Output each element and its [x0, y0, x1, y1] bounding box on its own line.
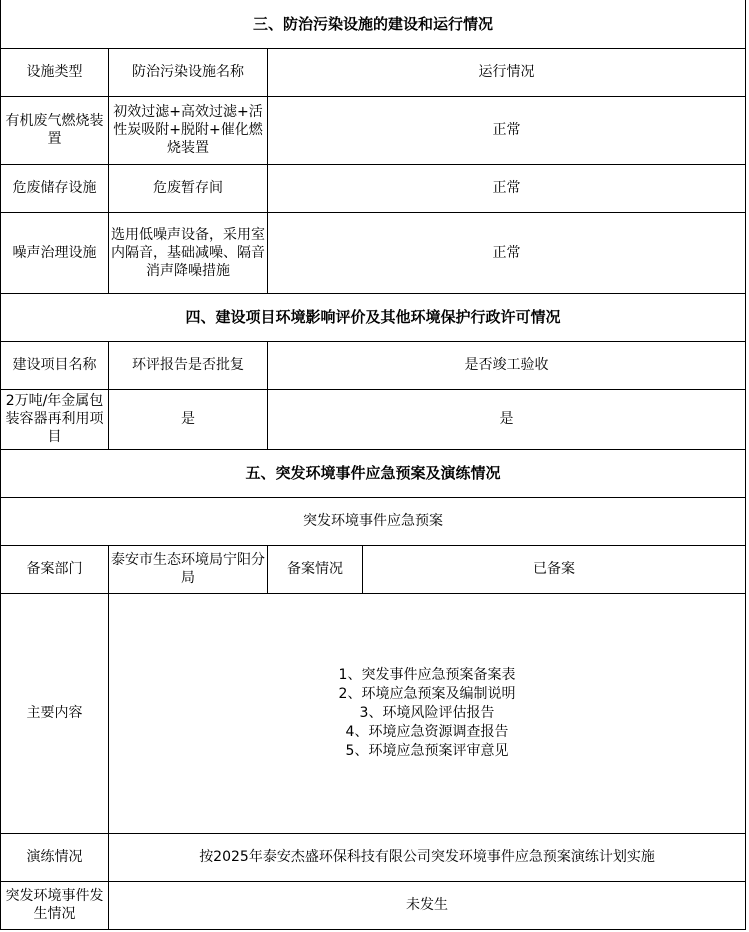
incident-label: 突发环境事件发生情况	[1, 881, 109, 929]
facility-status-cell: 正常	[268, 164, 746, 212]
header-facility-name: 防治污染设施名称	[109, 48, 268, 96]
header-facility-type: 设施类型	[1, 48, 109, 96]
filing-dept-value: 泰安市生态环境局宁阳分局	[109, 545, 268, 593]
drill-label: 演练情况	[1, 833, 109, 881]
list-item: 5、环境应急预案评审意见	[345, 742, 509, 759]
drill-value: 按2025年泰安杰盛环保科技有限公司突发环境事件应急预案演练计划实施	[109, 833, 746, 881]
header-completion-accepted: 是否竣工验收	[268, 341, 746, 389]
section3-title: 三、防治污染设施的建设和运行情况	[1, 0, 746, 48]
main-content-list	[109, 593, 746, 833]
list-item: 3、环境风险评估报告	[359, 704, 495, 721]
main-content-label: 主要内容	[1, 593, 109, 833]
header-eia-approved: 环评报告是否批复	[109, 341, 268, 389]
eia-approved-cell: 是	[109, 389, 268, 449]
header-operation-status: 运行情况	[268, 48, 746, 96]
section5-title: 五、突发环境事件应急预案及演练情况	[1, 449, 746, 497]
facility-status-cell: 正常	[268, 96, 746, 164]
header-project-name: 建设项目名称	[1, 341, 109, 389]
filing-status-label: 备案情况	[268, 545, 363, 593]
facility-type-cell: 有机废气燃烧装置	[1, 96, 109, 164]
completion-accepted-cell: 是	[268, 389, 746, 449]
facility-type-cell: 噪声治理设施	[1, 212, 109, 293]
project-name-cell: 2万吨/年金属包装容器再利用项目	[1, 389, 109, 449]
facility-name-cell: 危废暂存间	[109, 164, 268, 212]
facility-status-cell: 正常	[268, 212, 746, 293]
facility-name-cell: 选用低噪声设备，采用室内隔音，基础减噪、隔音消声降噪措施	[109, 212, 268, 293]
emergency-plan-subtitle: 突发环境事件应急预案	[1, 497, 746, 545]
list-item: 1、突发事件应急预案备案表	[338, 666, 516, 683]
filing-dept-label: 备案部门	[1, 545, 109, 593]
list-item: 2、环境应急预案及编制说明	[338, 685, 516, 702]
incident-value: 未发生	[109, 881, 746, 929]
section4-title: 四、建设项目环境影响评价及其他环境保护行政许可情况	[1, 293, 746, 341]
filing-status-value: 已备案	[363, 545, 746, 593]
list-item: 4、环境应急资源调查报告	[345, 723, 509, 740]
facility-name-cell: 初效过滤+高效过滤+活性炭吸附+脱附+催化燃烧装置	[109, 96, 268, 164]
facility-type-cell: 危废储存设施	[1, 164, 109, 212]
